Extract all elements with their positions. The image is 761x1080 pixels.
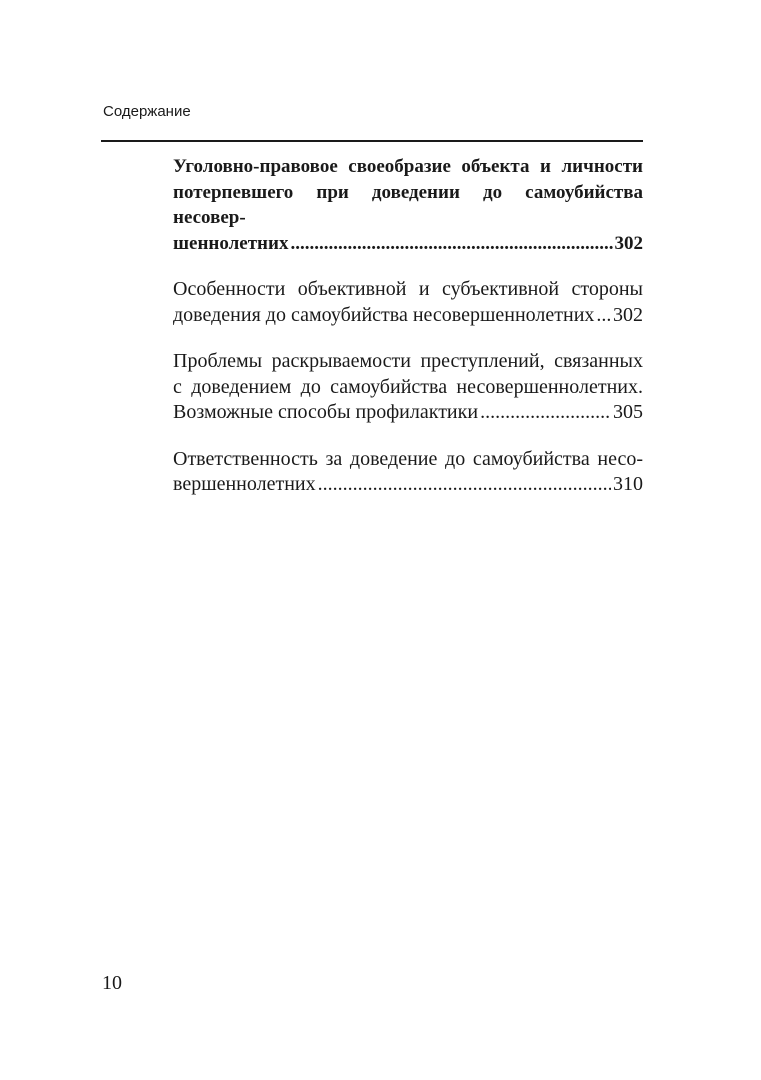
toc-entry-title-end: вершеннолетних [173,473,316,495]
toc-page-number: 302 [613,303,643,326]
toc-entry-line: Проблемы раскрываемости преступлений, связанных [173,350,643,372]
dot-leader [318,472,611,498]
toc-entry-title-end: шеннолетних [173,232,289,254]
toc-entry-title-end: Возможные способы профилактики [173,401,479,423]
toc-entry-title-end: доведения до самоубийства несовершеннолетних [173,303,595,326]
toc-entry-line: потерпевшего при доведении до самоубийства несовер- [173,181,643,228]
running-head: Содержание [103,103,191,120]
toc-entry[interactable] [173,277,643,328]
toc-entry-last-line [173,231,643,257]
toc-entry-last-line [173,400,643,426]
toc-entry[interactable] [173,447,643,498]
toc-entry-line: Ответственность за доведение до самоубийства несо- [173,447,643,470]
toc-entry[interactable] [173,154,643,256]
toc-entry-last-line [173,303,643,329]
toc-page-number: 302 [614,232,643,254]
toc-entry-line: Особенности объективной и субъективной стороны [173,278,643,300]
header-rule [101,140,643,142]
toc-entry-line: Уголовно-правовое своеобразие объекта и личности [173,156,643,177]
dot-leader [290,231,612,257]
toc-entry-line: с доведением до самоубийства несовершеннолетних. [173,375,643,398]
toc-page-number: 305 [613,401,643,423]
toc-page-number: 310 [613,473,643,495]
toc-entry-last-line [173,472,643,498]
page-number: 10 [102,972,122,994]
table-of-contents [173,154,643,519]
dot-leader [596,303,611,329]
toc-entry[interactable] [173,349,643,426]
dot-leader [480,400,611,426]
